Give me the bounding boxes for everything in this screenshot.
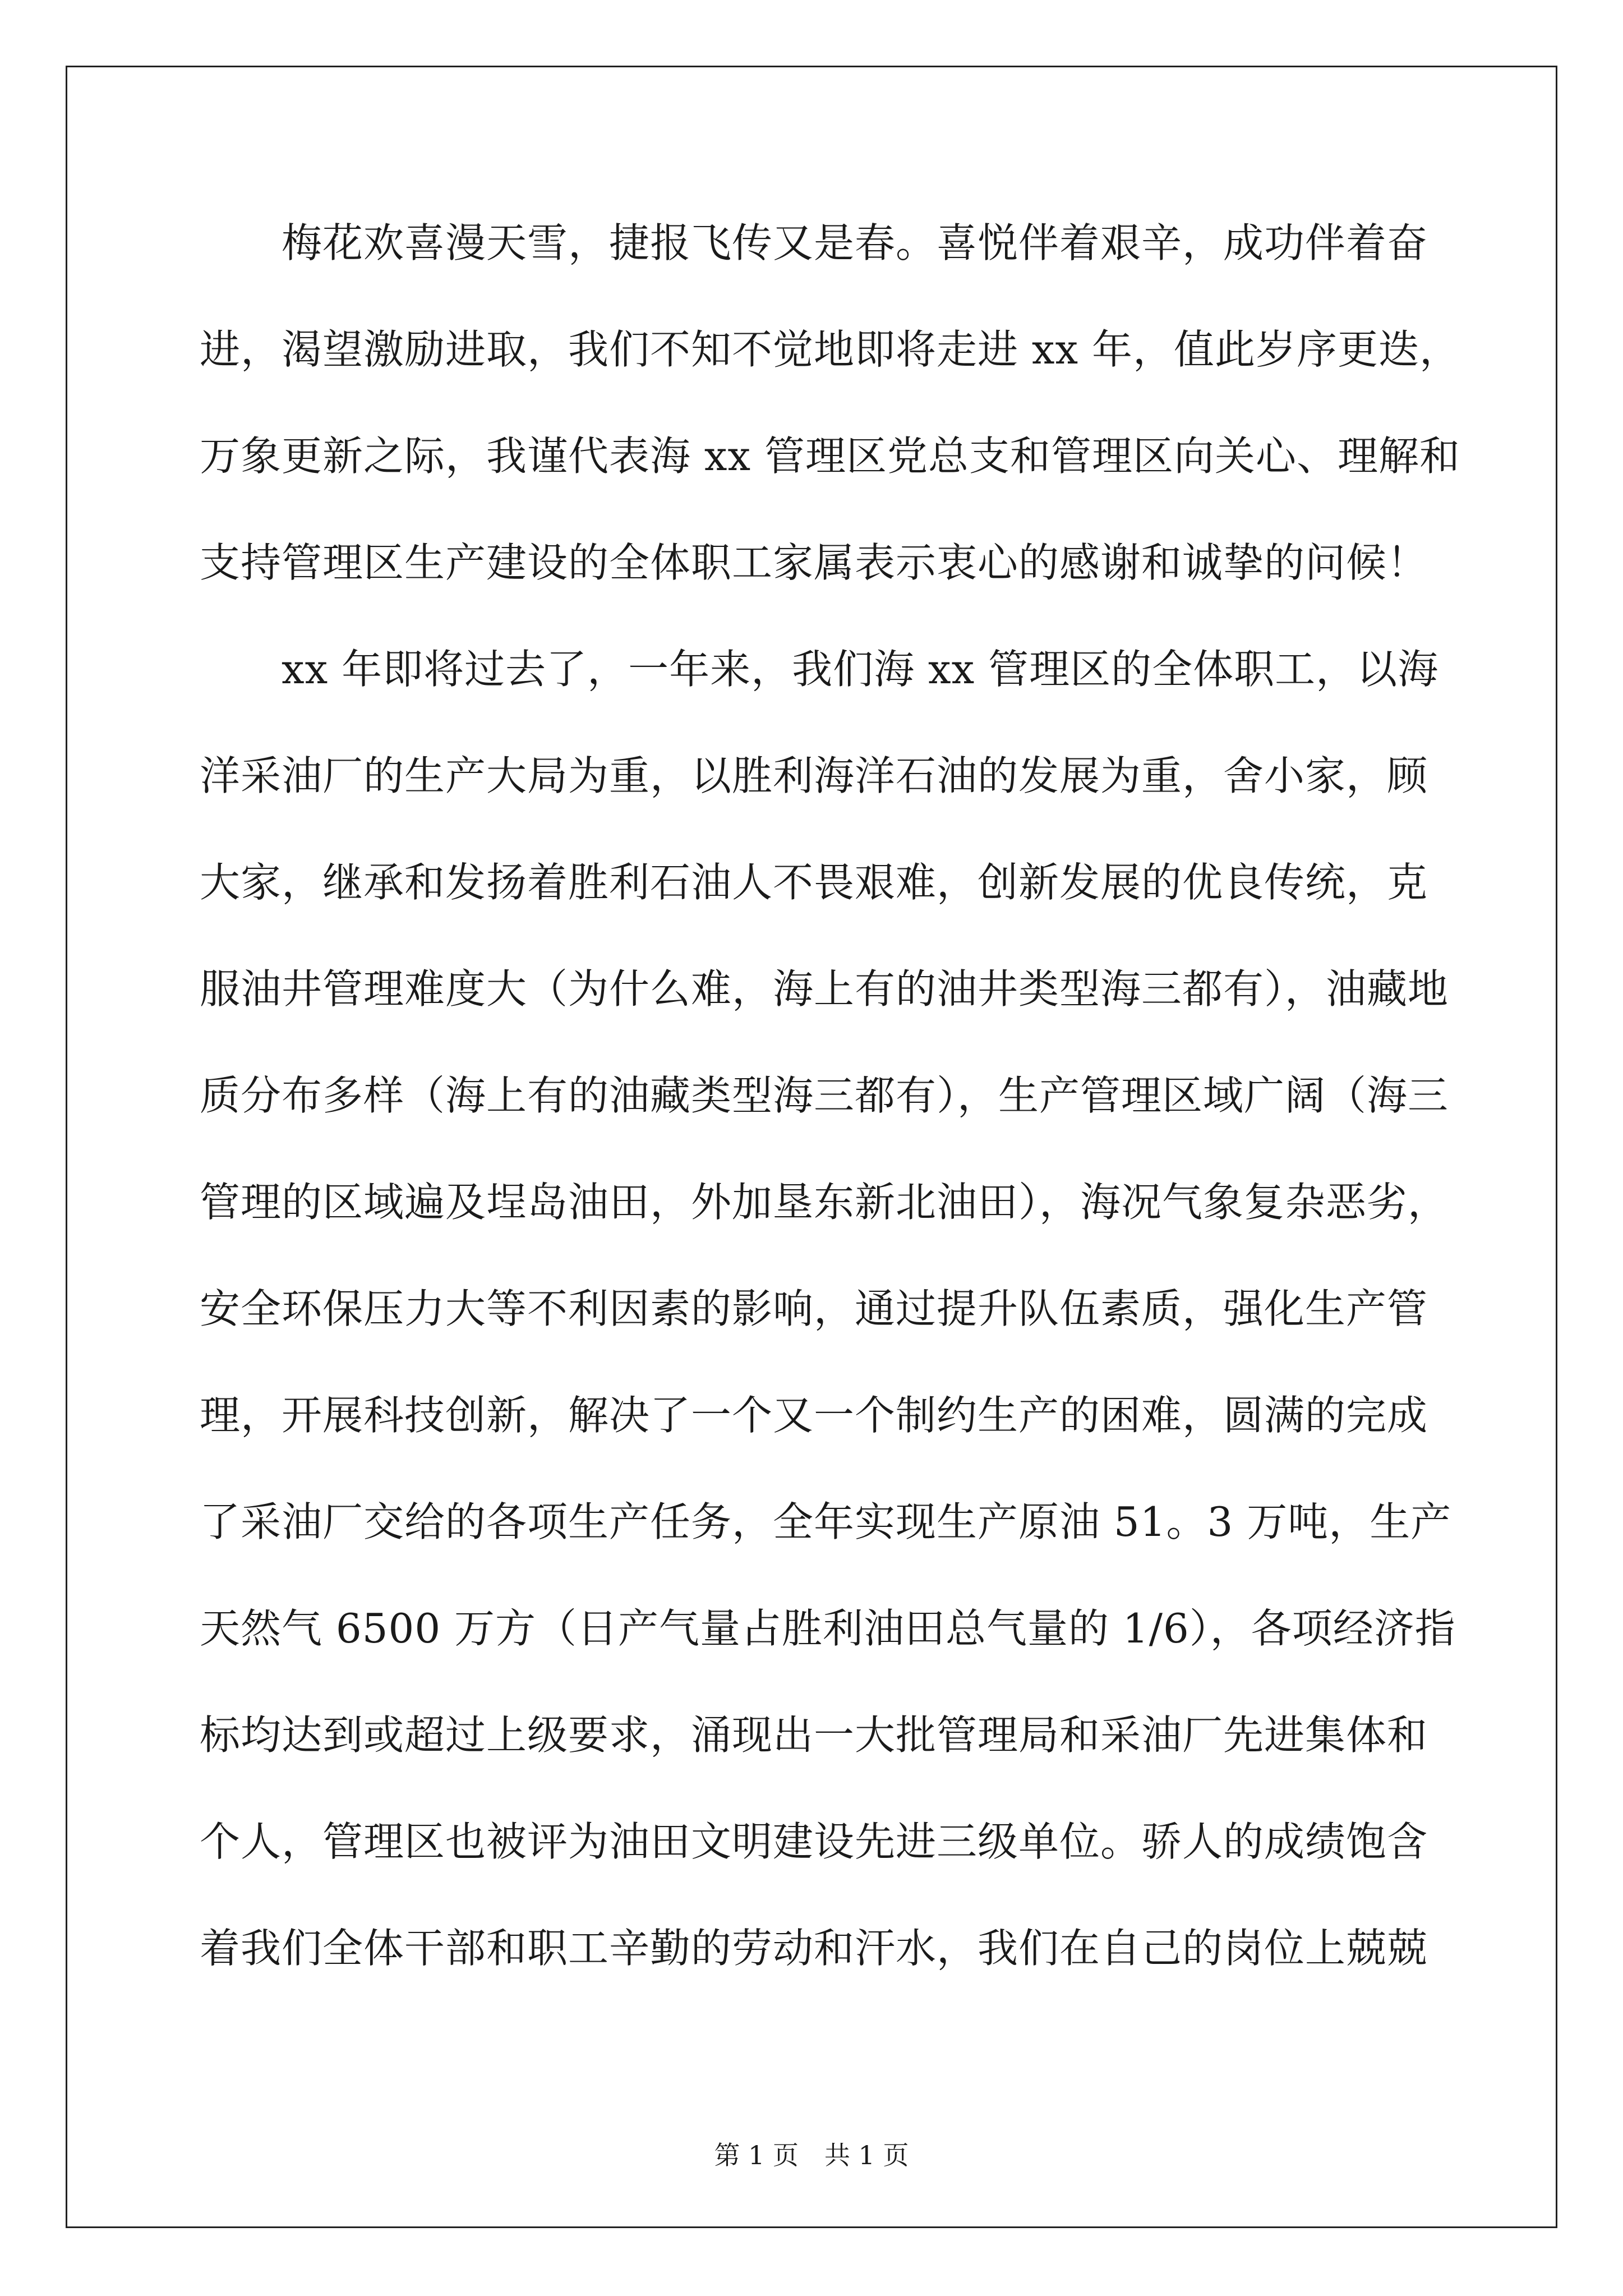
text-line: 了采油厂交给的各项生产任务，全年实现生产原油 51。3 万吨，生产 xyxy=(200,1498,1452,1545)
text-line: 万象更新之际，我谨代表海 xx 管理区党总支和管理区向关心、理解和 xyxy=(200,432,1460,480)
text-line: xx 年即将过去了，一年来，我们海 xx 管理区的全体职工，以海 xyxy=(200,646,1439,693)
text-line: 天然气 6500 万方（日产气量占胜利油田总气量的 1/6），各项经济指 xyxy=(200,1605,1456,1652)
text-line: 标均达到或超过上级要求，涌现出一大批管理局和采油厂先进集体和 xyxy=(200,1711,1428,1759)
text-line: 理，开展科技创新，解决了一个又一个制约生产的困难，圆满的完成 xyxy=(200,1392,1428,1439)
text-line: 安全环保压力大等不利因素的影响，通过提升队伍素质，强化生产管 xyxy=(200,1285,1428,1332)
page-number-footer: 第 1 页 共 1 页 xyxy=(714,2140,909,2170)
document-body xyxy=(200,218,1460,2030)
text-line: 管理的区域遍及埕岛油田，外加垦东新北油田），海况气象复杂恶劣， xyxy=(200,1179,1449,1226)
text-line: 质分布多样（海上有的油藏类型海三都有），生产管理区域广阔（海三 xyxy=(200,1072,1449,1119)
text-line: 进，渴望激励进取，我们不知不觉地即将走进 xx 年，值此岁序更迭， xyxy=(200,326,1460,373)
text-line: 服油井管理难度大（为什么难，海上有的油井类型海三都有），油藏地 xyxy=(200,965,1449,1013)
text-line: 个人，管理区也被评为油田文明建设先进三级单位。骄人的成绩饱含 xyxy=(200,1818,1428,1865)
text-line: 着我们全体干部和职工辛勤的劳动和汗水，我们在自己的岗位上兢兢 xyxy=(200,1925,1428,1972)
text-line: 大家，继承和发扬着胜利石油人不畏艰难，创新发展的优良传统，克 xyxy=(200,859,1428,906)
text-line: 支持管理区生产建设的全体职工家属表示衷心的感谢和诚挚的问候！ xyxy=(200,539,1428,586)
text-line: 梅花欢喜漫天雪，捷报飞传又是春。喜悦伴着艰辛，成功伴着奋 xyxy=(200,219,1428,266)
text-line: 洋采油厂的生产大局为重，以胜利海洋石油的发展为重，舍小家，顾 xyxy=(200,752,1428,799)
